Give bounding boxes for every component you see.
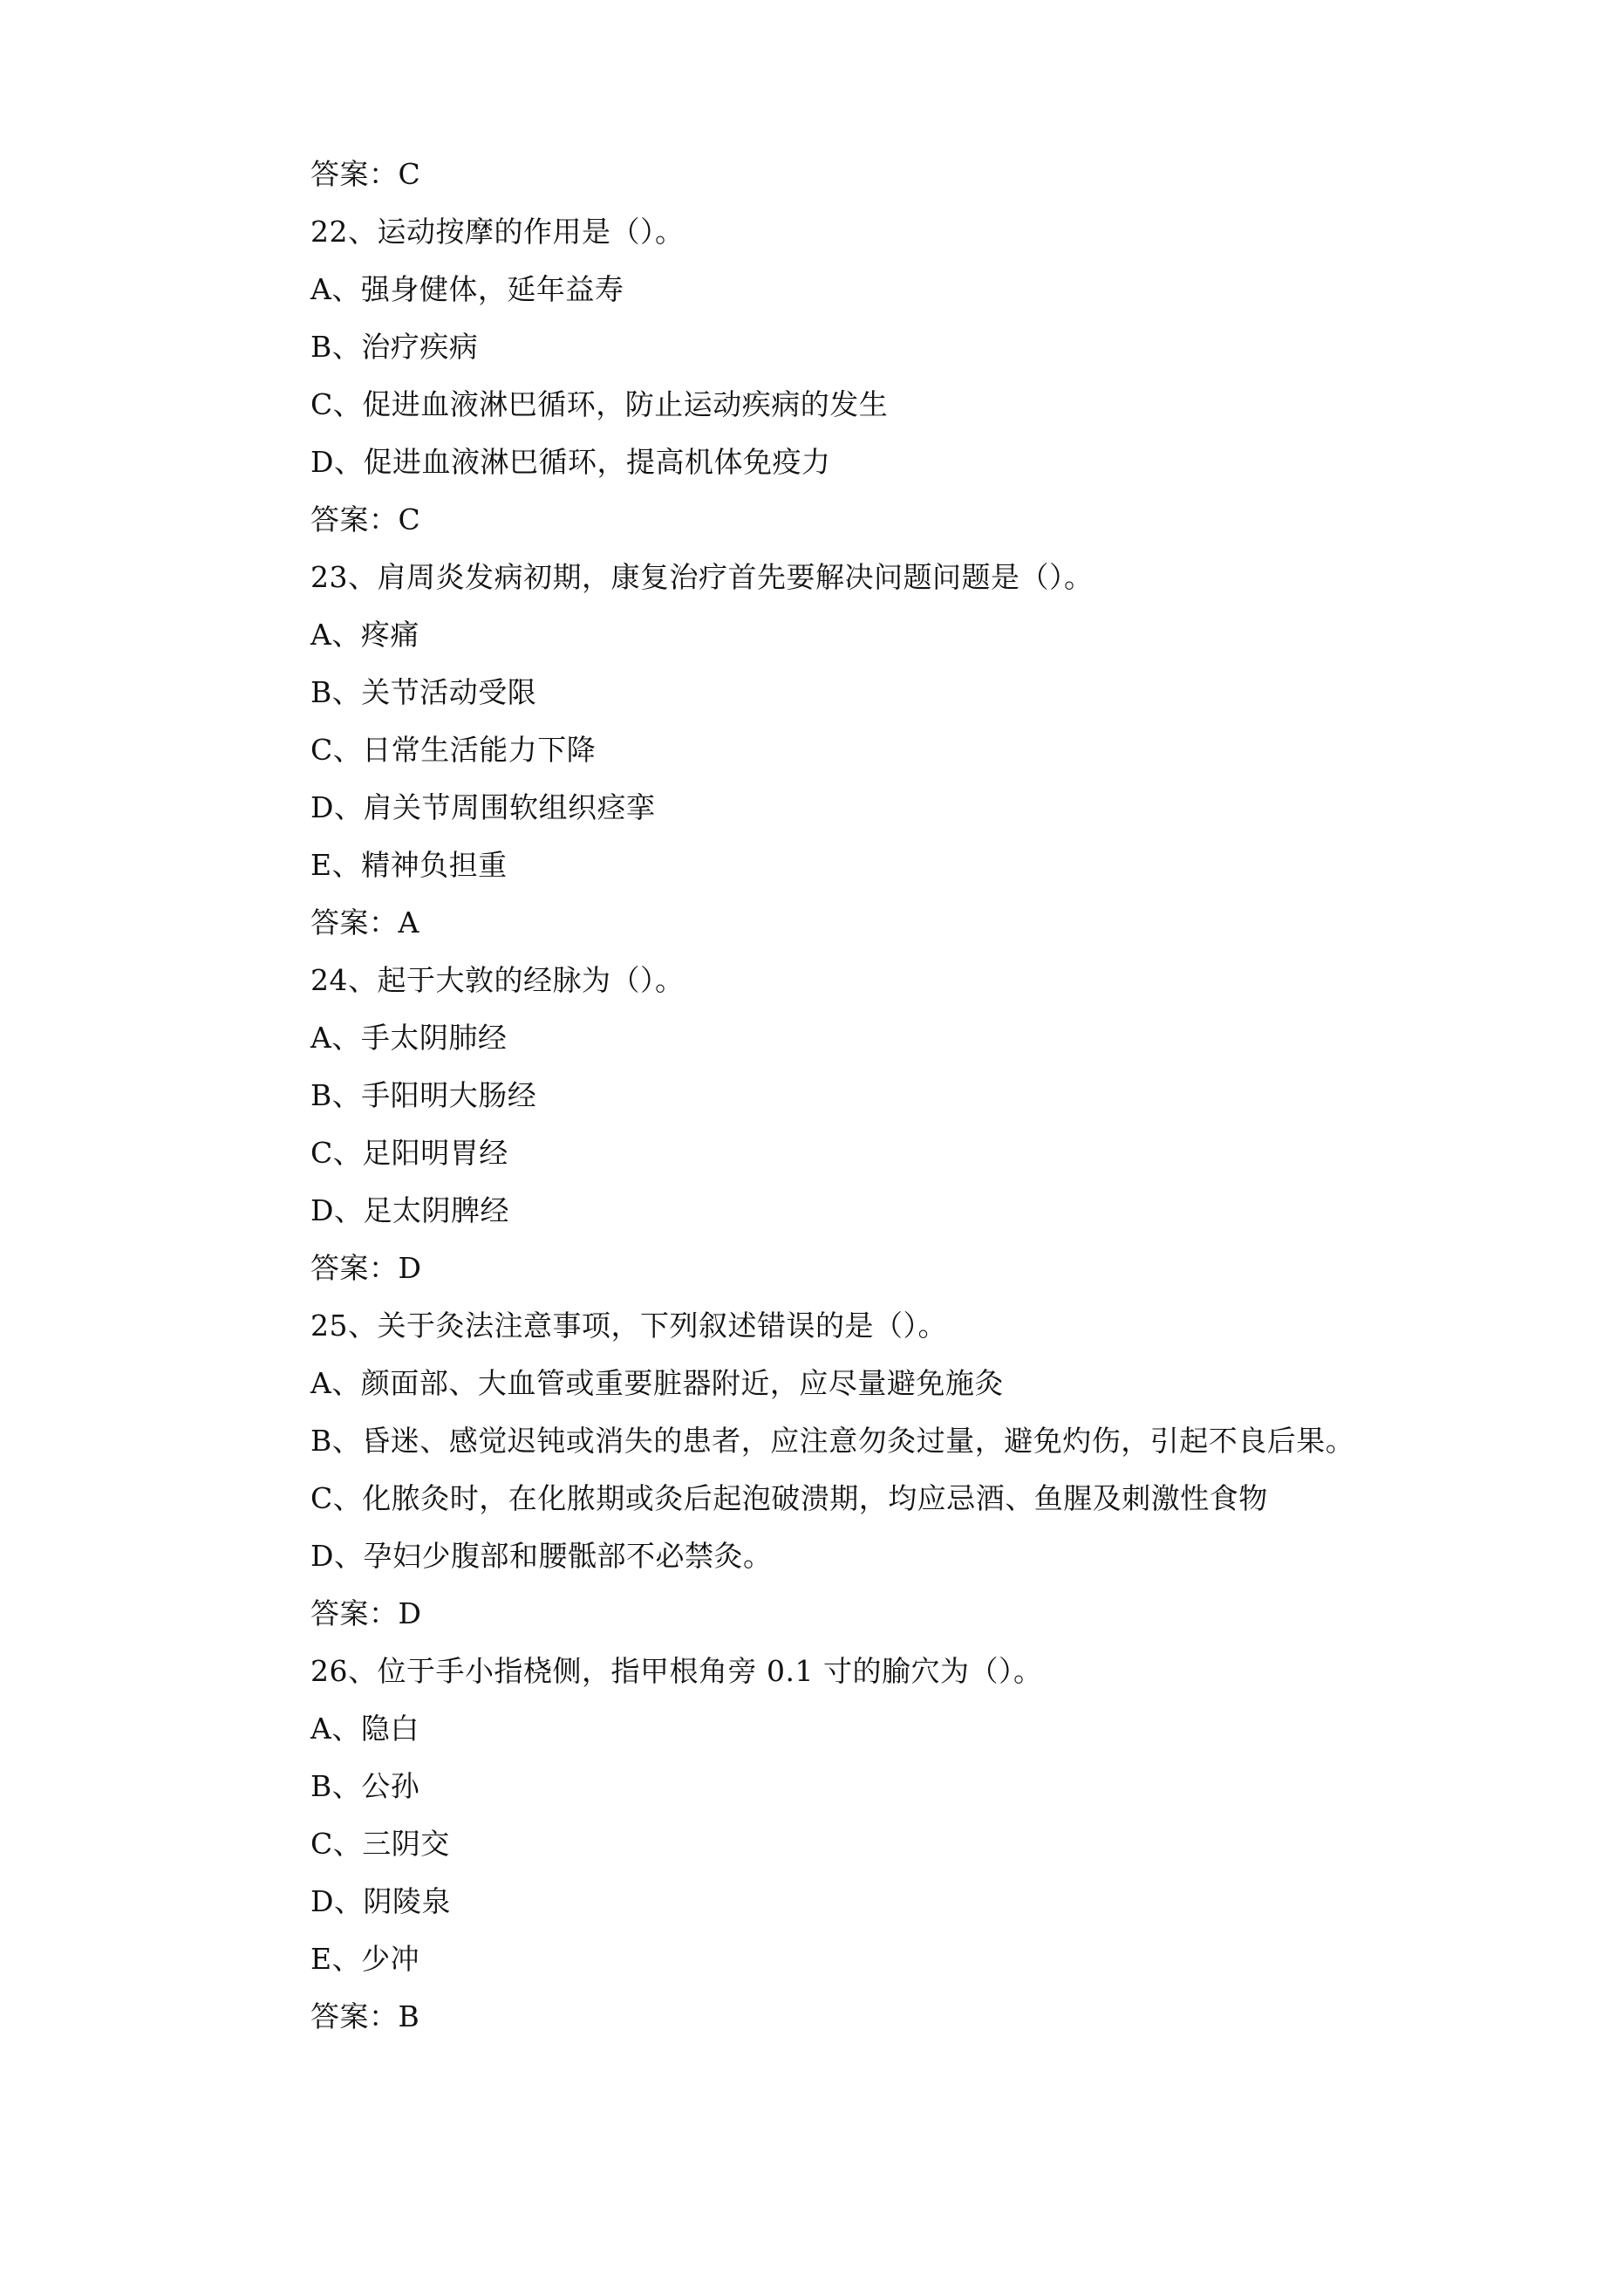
option-line: A、颜面部、大血管或重要脏器附近，应尽量避免施灸	[310, 1366, 1004, 1400]
question-22: 22、运动按摩的作用是（）。	[310, 215, 685, 249]
answer-line: 答案：B	[310, 1999, 420, 2033]
option-line: B、昏迷、感觉迟钝或消失的患者，应注意勿灸过量，避免灼伤，引起不良后果。	[310, 1424, 1355, 1458]
option-line: D、肩关节周围软组织痉挛	[310, 790, 656, 824]
option-line: B、公孙	[310, 1769, 420, 1803]
answer-line: 答案：A	[310, 905, 419, 940]
option-line: D、孕妇少腹部和腰骶部不必禁灸。	[310, 1539, 773, 1573]
option-line: C、促进血液淋巴循环，防止运动疾病的发生	[310, 387, 889, 421]
option-line: E、少冲	[310, 1942, 420, 1976]
option-line: E、精神负担重	[310, 848, 508, 882]
option-line: A、隐白	[310, 1712, 419, 1746]
option-line: D、阴陵泉	[310, 1884, 451, 1918]
option-line: D、促进血液淋巴循环，提高机体免疫力	[310, 445, 831, 479]
question-25: 25、关于灸法注意事项，下列叙述错误的是（）。	[310, 1309, 947, 1343]
option-line: C、足阳明胃经	[310, 1136, 508, 1170]
answer-line: 答案：D	[310, 1596, 422, 1630]
option-line: D、足太阴脾经	[310, 1193, 509, 1227]
option-line: C、化脓灸时，在化脓期或灸后起泡破溃期，均应忌酒、鱼腥及刺激性食物	[310, 1481, 1268, 1515]
answer-line: 答案：C	[310, 157, 421, 191]
option-line: B、关节活动受限	[310, 675, 537, 709]
option-line: B、治疗疾病	[310, 330, 479, 364]
question-23: 23、肩周炎发病初期，康复治疗首先要解决问题问题是（）。	[310, 560, 1094, 594]
option-line: A、手太阴肺经	[310, 1021, 508, 1055]
option-line: A、疼痛	[310, 618, 419, 652]
option-line: C、三阴交	[310, 1827, 450, 1861]
answer-line: 答案：D	[310, 1251, 422, 1285]
question-24: 24、起于大敦的经脉为（）。	[310, 963, 685, 997]
answer-line: 答案：C	[310, 502, 421, 536]
question-26: 26、位于手小指桡侧，指甲根角旁 0.1 寸的腧穴为（）。	[310, 1654, 1043, 1688]
option-line: A、强身健体，延年益寿	[310, 272, 624, 306]
option-line: C、日常生活能力下降	[310, 733, 597, 767]
option-line: B、手阳明大肠经	[310, 1078, 537, 1112]
